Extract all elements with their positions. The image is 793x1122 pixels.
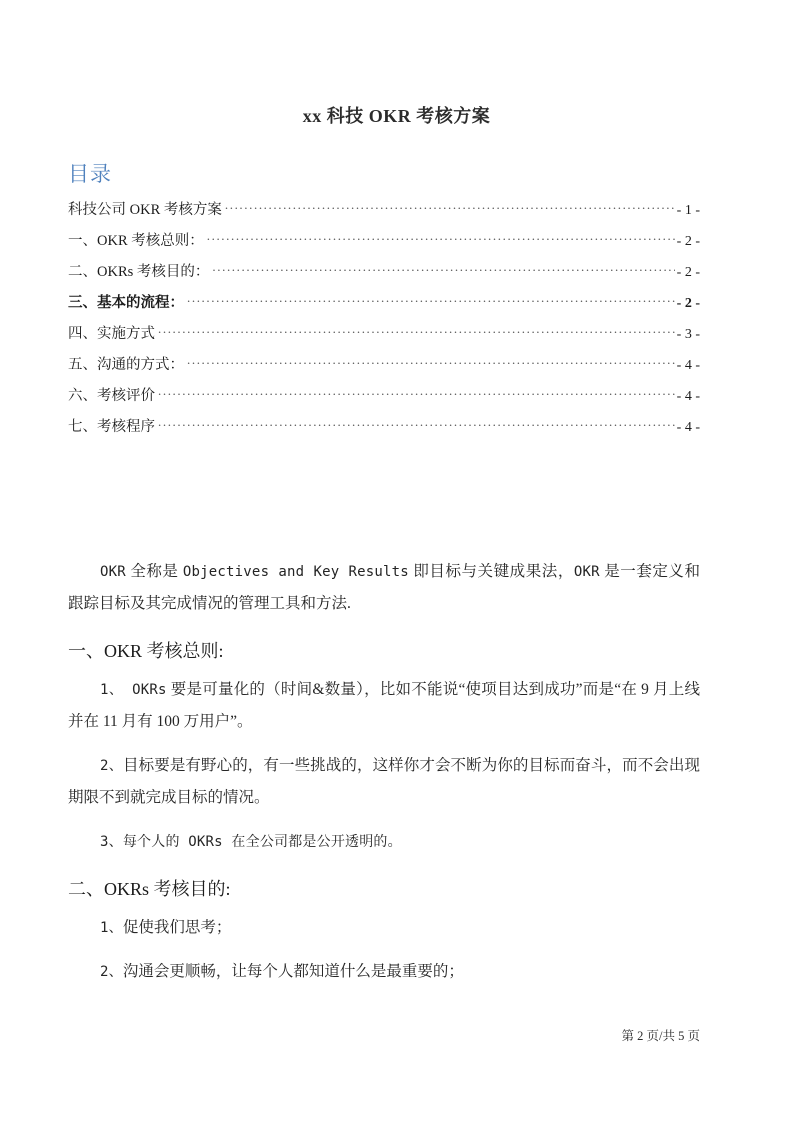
toc-entry[interactable] [68,322,700,353]
toc-entry-label: 三、基本的流程： [68,295,184,311]
toc-entry-page: - 2 - [676,265,700,280]
section1-item-3-number: 3、 [100,834,123,850]
section2-item-2-text: 沟通会更顺畅，让每个人都知道什么是最重要的； [122,963,464,980]
section-heading-2: 二、OKRs 考核目的: [68,879,231,899]
toc-dot-leader [212,262,674,276]
section2-item-1 [68,912,700,944]
section1-item-1 [68,674,700,738]
toc-dot-leader [225,200,675,214]
table-of-contents [68,198,700,446]
intro-okr-abbr: OKR [100,564,126,580]
section1-item-3 [68,826,700,858]
section1-item-1-latin: OKRs [132,682,167,698]
table-of-contents-heading: 目录 [68,163,112,186]
footer-page-indicator: 第 2 页/共 5 页 [621,1029,700,1043]
intro-okr-expansion: Objectives and Key Results [182,564,409,580]
section1-item-1-number: 1、 [100,682,133,698]
toc-entry-page: - 1 - [676,203,700,218]
intro-text-a: 全称是 [125,563,183,580]
section1-item-2-number: 2、 [100,758,124,774]
document-body [68,556,700,1000]
section1-item-3-text: 每个人的 OKRs 在全公司都是公开透明的。 [122,834,402,850]
toc-entry[interactable] [68,291,700,322]
toc-entry-label: 七、考核程序 [68,419,155,435]
toc-entry[interactable] [68,384,700,415]
intro-paragraph [68,556,700,620]
toc-entry-label: 一、OKR 考核总则： [68,233,204,249]
toc-entry[interactable] [68,353,700,384]
toc-entry-page: - 4 - [676,420,700,435]
section1-item-2 [68,750,700,814]
intro-text-b: 即目标与关键成果法， [408,563,574,580]
section2-item-2-number: 2、 [100,964,123,980]
section-heading-1: 一、OKR 考核总则: [68,641,224,661]
toc-dot-leader [207,231,675,245]
toc-entry[interactable] [68,260,700,291]
toc-entry-page: - 4 - [676,358,700,373]
section2-item-2 [68,956,700,988]
toc-entry-label: 二、OKRs 考核目的： [68,264,210,280]
toc-entry-label: 四、实施方式 [68,326,155,342]
toc-entry-label: 科技公司 OKR 考核方案 [68,202,222,218]
section2-item-1-number: 1、 [100,920,123,936]
intro-okr-abbr-2: OKR [573,564,600,580]
section1-item-1-text: 要是可量化的（时间&数量），比如不能说“使项目达到成功”而是“在 9 月上线并在 11 月有 100 万用户”。 [68,681,700,730]
toc-dot-leader [158,324,675,338]
toc-dot-leader [158,386,675,400]
toc-entry-page: - 4 - [676,389,700,404]
section2-item-1-text: 促使我们思考； [122,919,232,936]
toc-dot-leader [158,417,675,431]
section1-item-2-text: 目标要是有野心的，有一些挑战的，这样你才会不断为你的目标而奋斗，而不会出现期限不到就完成目标的情况。 [68,757,700,806]
toc-dot-leader [187,355,675,369]
intro-text-c: 是一套定义和跟踪目标及其完成情况的管理工具和方法. [68,563,700,612]
toc-entry[interactable] [68,229,700,260]
toc-entry[interactable] [68,415,700,446]
toc-entry-label: 六、考核评价 [68,388,155,404]
toc-entry-page: - 2 - [676,234,700,249]
toc-entry-page: - 3 - [676,327,700,342]
document-title: xx 科技 OKR 考核方案 [302,106,491,126]
toc-dot-leader [187,293,675,307]
toc-entry-page: - 2 - [676,296,700,311]
toc-entry-label: 五、沟通的方式： [68,357,184,373]
toc-entry[interactable] [68,198,700,229]
